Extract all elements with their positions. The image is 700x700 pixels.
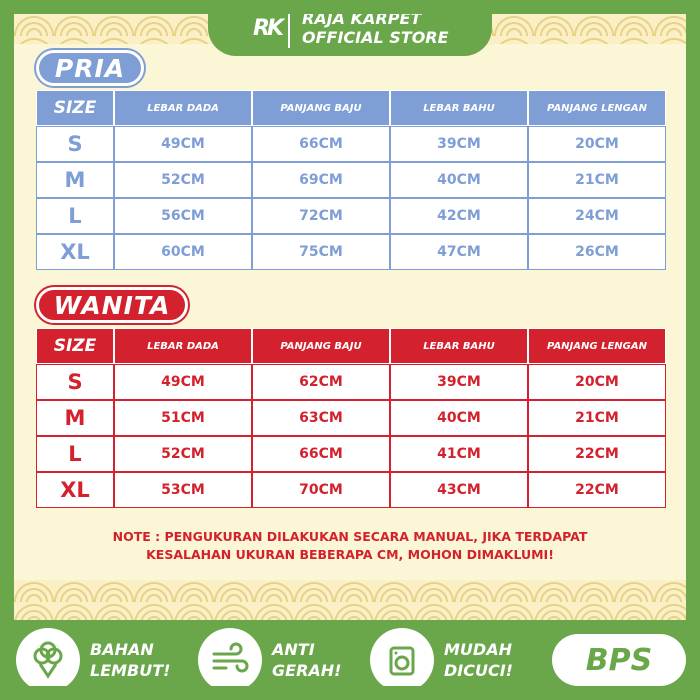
table-cell: 49CM — [114, 126, 252, 162]
table-cell: 56CM — [114, 198, 252, 234]
table-cell: 51CM — [114, 400, 252, 436]
table-cell: 52CM — [114, 436, 252, 472]
cotton-icon — [16, 628, 80, 692]
feature-text — [90, 639, 170, 681]
table-header-row — [36, 328, 666, 364]
feature-mudah-dicuci — [370, 628, 513, 692]
table-row — [36, 234, 666, 270]
note-line2: KESALAHAN UKURAN BEBERAPA CM, MOHON DIMAKLUMI! — [146, 547, 554, 562]
table-cell: 20CM — [528, 126, 666, 162]
header-lebar-dada: LEBAR DADA — [114, 328, 252, 364]
table-row — [36, 162, 666, 198]
feature-text — [272, 639, 341, 681]
header-panjang-baju: PANJANG BAJU — [252, 90, 390, 126]
header-lebar-bahu: LEBAR BAHU — [390, 90, 528, 126]
table-row — [36, 364, 666, 400]
table-cell: 63CM — [252, 400, 390, 436]
brand-line1: RAJA KARPET — [302, 9, 422, 28]
table-cell: 21CM — [528, 162, 666, 198]
size-cell: S — [36, 126, 114, 162]
table-cell: 42CM — [390, 198, 528, 234]
wave-pattern-bottom — [14, 580, 686, 620]
table-cell: 43CM — [390, 472, 528, 508]
size-cell: S — [36, 364, 114, 400]
washing-icon — [370, 628, 434, 692]
table-cell: 20CM — [528, 364, 666, 400]
section-label-wanita: WANITA — [36, 287, 188, 323]
table-cell: 66CM — [252, 126, 390, 162]
feature-line2: GERAH! — [272, 661, 342, 680]
table-cell: 22CM — [528, 436, 666, 472]
table-cell: 62CM — [252, 364, 390, 400]
table-cell: 60CM — [114, 234, 252, 270]
brand-header — [208, 0, 492, 56]
measurement-note — [40, 528, 660, 564]
features-bar — [0, 620, 700, 700]
size-cell: XL — [36, 234, 114, 270]
table-cell: 49CM — [114, 364, 252, 400]
feature-line1: MUDAH — [444, 640, 512, 659]
size-cell: M — [36, 162, 114, 198]
table-cell: 66CM — [252, 436, 390, 472]
feature-line2: LEMBUT! — [90, 661, 171, 680]
table-cell: 21CM — [528, 400, 666, 436]
table-cell: 72CM — [252, 198, 390, 234]
bps-badge: BPS — [552, 634, 686, 686]
size-cell: L — [36, 198, 114, 234]
size-table-pria — [36, 90, 666, 270]
table-row — [36, 436, 666, 472]
header-panjang-lengan: PANJANG LENGAN — [528, 328, 666, 364]
table-cell: 75CM — [252, 234, 390, 270]
header-size: SIZE — [36, 90, 114, 126]
table-cell: 70CM — [252, 472, 390, 508]
table-cell: 39CM — [390, 364, 528, 400]
table-cell: 40CM — [390, 162, 528, 198]
note-line1: NOTE : PENGUKURAN DILAKUKAN SECARA MANUAL, JIKA TERDAPAT — [112, 529, 588, 544]
header-lebar-dada: LEBAR DADA — [114, 90, 252, 126]
header-size: SIZE — [36, 328, 114, 364]
size-cell: L — [36, 436, 114, 472]
size-cell: M — [36, 400, 114, 436]
table-cell: 69CM — [252, 162, 390, 198]
table-cell: 52CM — [114, 162, 252, 198]
section-label-pria: PRIA — [36, 50, 144, 86]
feature-line2: DICUCI! — [444, 661, 513, 680]
table-cell: 41CM — [390, 436, 528, 472]
logo-text: RK — [253, 15, 281, 41]
crown-icon: ♛ — [254, 6, 263, 17]
feature-line1: ANTI — [272, 640, 315, 659]
table-cell: 40CM — [390, 400, 528, 436]
feature-text — [444, 639, 513, 681]
table-row — [36, 198, 666, 234]
brand-name — [302, 9, 449, 47]
wind-icon — [198, 628, 262, 692]
table-cell: 24CM — [528, 198, 666, 234]
table-cell: 39CM — [390, 126, 528, 162]
table-row — [36, 400, 666, 436]
brand-line2: OFFICIAL STORE — [302, 28, 449, 47]
feature-anti-gerah — [198, 628, 341, 692]
feature-bahan-lembut — [16, 628, 170, 692]
table-cell: 22CM — [528, 472, 666, 508]
table-row — [36, 472, 666, 508]
header-panjang-baju: PANJANG BAJU — [252, 328, 390, 364]
header-panjang-lengan: PANJANG LENGAN — [528, 90, 666, 126]
feature-line1: BAHAN — [90, 640, 154, 659]
size-cell: XL — [36, 472, 114, 508]
table-cell: 53CM — [114, 472, 252, 508]
size-table-wanita — [36, 328, 666, 508]
table-cell: 47CM — [390, 234, 528, 270]
header-lebar-bahu: LEBAR BAHU — [390, 328, 528, 364]
table-header-row — [36, 90, 666, 126]
table-cell: 26CM — [528, 234, 666, 270]
raja-karpet-logo-icon — [246, 8, 290, 48]
table-row — [36, 126, 666, 162]
